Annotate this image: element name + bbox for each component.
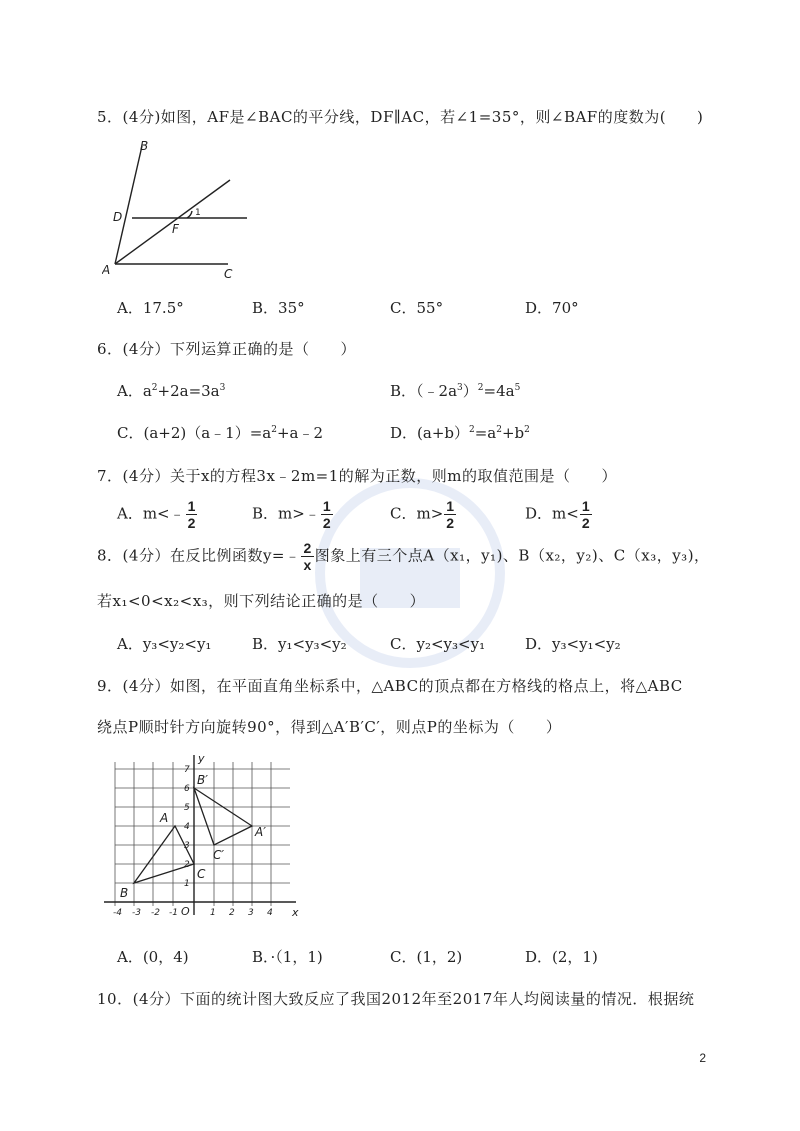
q9-option-c[interactable]: C．(1，2) <box>390 948 463 966</box>
q9-label-c-prime: C′ <box>213 848 225 862</box>
q5-figure <box>102 136 282 286</box>
q6-option-c[interactable] <box>117 422 323 443</box>
q9-xtick-1: 1 <box>210 908 216 918</box>
q7-d-label: D．m< <box>525 504 579 523</box>
q9-ytick-4: 4 <box>184 822 190 832</box>
page-number: 2 <box>699 1051 706 1065</box>
q9-label-b: B <box>120 886 129 900</box>
q9-label-a-prime: A′ <box>255 825 266 839</box>
q7-c-den: 2 <box>446 515 455 531</box>
q8-stem-pre: 8．(4分）在反比例函数y=﹣ <box>97 546 301 565</box>
q7-a-label: A．m<﹣ <box>117 504 185 523</box>
q7-c-label: C．m> <box>390 504 444 523</box>
q6-b-text1: B．（﹣2a <box>390 382 458 400</box>
q9-xtick-2: 2 <box>229 908 235 918</box>
q9-xtick-n3: -3 <box>132 908 141 918</box>
q6-option-b[interactable] <box>390 380 520 401</box>
q8-option-c[interactable]: C．y₂<y₃<y₁ <box>390 635 486 653</box>
q5-option-b[interactable]: B．35° <box>252 299 305 317</box>
q6-b-sup2: 2 <box>477 383 484 393</box>
q9-ytick-5: 5 <box>184 803 190 813</box>
q8-frac-den: x <box>303 557 312 573</box>
q7-b-fraction <box>321 498 333 531</box>
q9-label-a: A <box>160 811 169 825</box>
q9-axis-y: y <box>198 752 205 765</box>
q8-option-d[interactable]: D．y₃<y₁<y₂ <box>525 635 621 653</box>
q5-label-b: B <box>140 139 149 153</box>
q9-coordinate-grid <box>100 750 310 925</box>
q5-label-d: D <box>113 210 123 224</box>
q9-origin: O <box>181 905 190 918</box>
q9-axis-x: x <box>292 906 299 919</box>
q9-ytick-2: 2 <box>184 860 190 870</box>
q5-stem: 5．(4分)如图，AF是∠BAC的平分线，DF∥AC，若∠1=35°，则∠BAF的度数为( ) <box>97 108 704 126</box>
q9-option-d[interactable]: D．(2，1) <box>525 948 598 966</box>
q8-stem-post: 图象上有三个点A（x₁，y₁)、B（x₂，y₂)、C（x₃，y₃)， <box>314 546 710 565</box>
q6-option-d[interactable] <box>390 422 530 443</box>
q8-fraction <box>301 540 313 573</box>
q7-a-num: 1 <box>187 498 196 514</box>
q9-ytick-7: 7 <box>184 765 190 775</box>
q6-b-text2: ） <box>462 382 478 400</box>
q6-b-text3: =4a <box>483 382 515 400</box>
q6-b-sup3: 5 <box>514 383 521 393</box>
q9-xtick-4: 4 <box>267 908 273 918</box>
q9-xtick-n1: -1 <box>169 908 178 918</box>
q10-stem-line1: 10．(4分）下面的统计图大致反应了我国2012年至2017年人均阅读量的情况．根据统 <box>97 990 695 1008</box>
q7-d-den: 2 <box>581 515 590 531</box>
q7-c-fraction <box>444 498 456 531</box>
q9-option-b[interactable]: B．·（1，1) <box>252 948 323 966</box>
q6-b-sup1: 3 <box>457 383 463 393</box>
q5-label-f: F <box>172 222 179 236</box>
q6-a-sup2: 3 <box>219 383 226 393</box>
q5-label-angle1: 1 <box>195 208 201 218</box>
q6-d-sup3: 2 <box>524 425 530 435</box>
q7-option-a[interactable] <box>117 498 198 531</box>
q6-a-text1: A．a <box>117 382 152 400</box>
q9-option-a[interactable]: A．(0，4) <box>117 948 189 966</box>
q7-b-den: 2 <box>322 515 331 531</box>
q9-xtick-n4: -4 <box>113 908 122 918</box>
q9-stem-line2: 绕点P顺时针方向旋转90°，得到△A′B′C′，则点P的坐标为（ ） <box>97 718 562 736</box>
q8-stem <box>97 540 710 573</box>
q9-xtick-n2: -2 <box>151 908 160 918</box>
q5-option-c[interactable]: C．55° <box>390 299 444 317</box>
q7-c-num: 1 <box>446 498 455 514</box>
q7-a-fraction <box>186 498 198 531</box>
q8-option-b[interactable]: B．y₁<y₃<y₂ <box>252 635 347 653</box>
q5-label-c: C <box>224 267 233 281</box>
q7-stem: 7．(4分）关于x的方程3x﹣2m=1的解为正数，则m的取值范围是（ ） <box>97 467 618 485</box>
q6-a-sup1: 2 <box>151 383 158 393</box>
q5-option-a[interactable]: A．17.5° <box>117 299 184 317</box>
q8-stem-line2: 若x₁<0<x₂<x₃，则下列结论正确的是（ ） <box>97 592 426 610</box>
q7-b-num: 1 <box>322 498 331 514</box>
q9-ytick-6: 6 <box>184 784 190 794</box>
q6-d-sup2: 2 <box>496 425 502 435</box>
q7-option-c[interactable] <box>390 498 457 531</box>
q7-d-num: 1 <box>581 498 590 514</box>
q7-b-label: B．m>﹣ <box>252 504 320 523</box>
q8-option-a[interactable]: A．y₃<y₂<y₁ <box>117 635 212 653</box>
q7-a-den: 2 <box>187 515 196 531</box>
q6-stem: 6．(4分）下列运算正确的是（ ） <box>97 340 356 358</box>
q6-d-text1: D．(a+b） <box>390 424 469 442</box>
q9-ytick-3: 3 <box>184 841 190 851</box>
q6-c-sup1: 2 <box>271 425 277 435</box>
q6-d-sup1: 2 <box>469 425 475 435</box>
q9-ytick-1: 1 <box>184 879 190 889</box>
q9-xtick-3: 3 <box>248 908 254 918</box>
q6-a-text2: +2a=3a <box>157 382 220 400</box>
q9-stem-line1: 9．(4分）如图，在平面直角坐标系中，△ABC的顶点都在方格线的格点上，将△ABC <box>97 677 683 695</box>
q6-d-text2: =a <box>474 424 497 442</box>
q6-c-text2: +a﹣2 <box>276 424 324 442</box>
q9-label-b-prime: B′ <box>197 773 208 787</box>
q9-label-c: C <box>197 867 206 881</box>
q6-option-a[interactable] <box>117 380 225 401</box>
q5-label-a: A <box>102 263 111 277</box>
q6-c-text1: C．(a+2)（a﹣1）=a <box>117 424 272 442</box>
q7-option-b[interactable] <box>252 498 334 531</box>
q7-d-fraction <box>580 498 592 531</box>
q5-option-d[interactable]: D．70° <box>525 299 579 317</box>
q6-d-text3: +b <box>501 424 525 442</box>
q8-frac-num: 2 <box>303 540 312 556</box>
q7-option-d[interactable] <box>525 498 593 531</box>
